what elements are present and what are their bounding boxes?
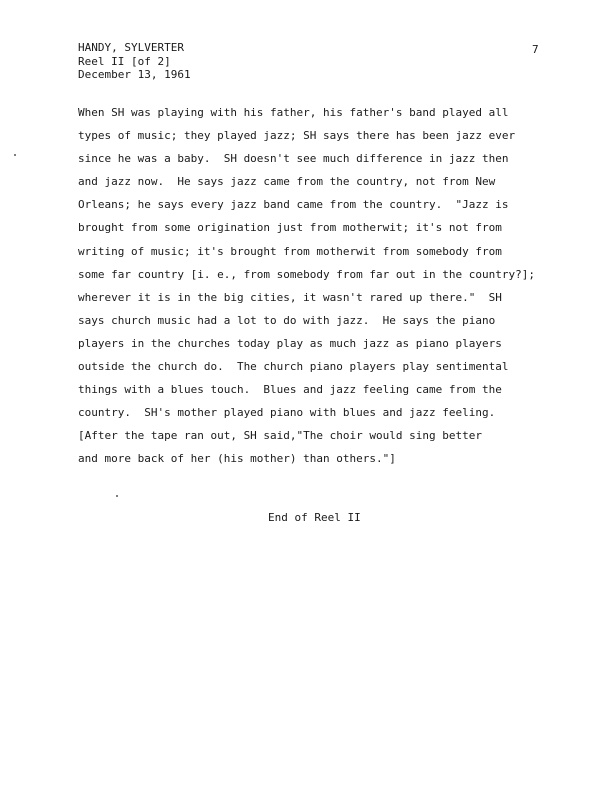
transcript-line: brought from some origination just from motherwit; it's not from — [78, 221, 502, 235]
end-of-reel-footer: End of Reel II — [268, 511, 361, 524]
transcript-line: says church music had a lot to do with jazz. He says the piano — [78, 313, 496, 327]
transcript-line: country. SH's mother played piano with blues and jazz feeling. — [78, 406, 496, 420]
scan-speck — [14, 154, 16, 156]
transcript-line: things with a blues touch. Blues and jazz feeling came from the — [78, 383, 502, 397]
scan-speck — [116, 495, 118, 497]
transcript-line: When SH was playing with his father, his father's band played all — [78, 106, 509, 119]
transcript-line: players in the churches today play as much jazz as piano players — [78, 336, 502, 350]
transcript-line: Orleans; he says every jazz band came from the country. "Jazz is — [78, 198, 509, 212]
document-header — [78, 41, 191, 82]
transcript-line: wherever it is in the big cities, it wasn't rared up there." SH — [78, 290, 502, 304]
transcript-line: types of music; they played jazz; SH says there has been jazz ever — [78, 129, 516, 143]
transcript-line: and jazz now. He says jazz came from the country, not from New — [78, 175, 496, 189]
transcript-line: and more back of her (his mother) than others."] — [78, 452, 396, 466]
transcript-line: outside the church do. The church piano players play sentimental — [78, 360, 509, 374]
reel-label: Reel II [of 2] — [78, 54, 171, 68]
transcript-body — [78, 101, 578, 471]
interview-date: December 13, 1961 — [78, 68, 191, 81]
transcript-line: since he was a baby. SH doesn't see much difference in jazz then — [78, 152, 509, 166]
transcript-line: writing of music; it's brought from motherwit from somebody from — [78, 244, 502, 258]
transcript-line: some far country [i. e., from somebody from far out in the country?]; — [78, 267, 535, 281]
page-number: 7 — [532, 43, 539, 56]
interviewee-name: HANDY, SYLVERTER — [78, 41, 184, 54]
transcript-line: [After the tape ran out, SH said,"The choir would sing better — [78, 429, 482, 443]
